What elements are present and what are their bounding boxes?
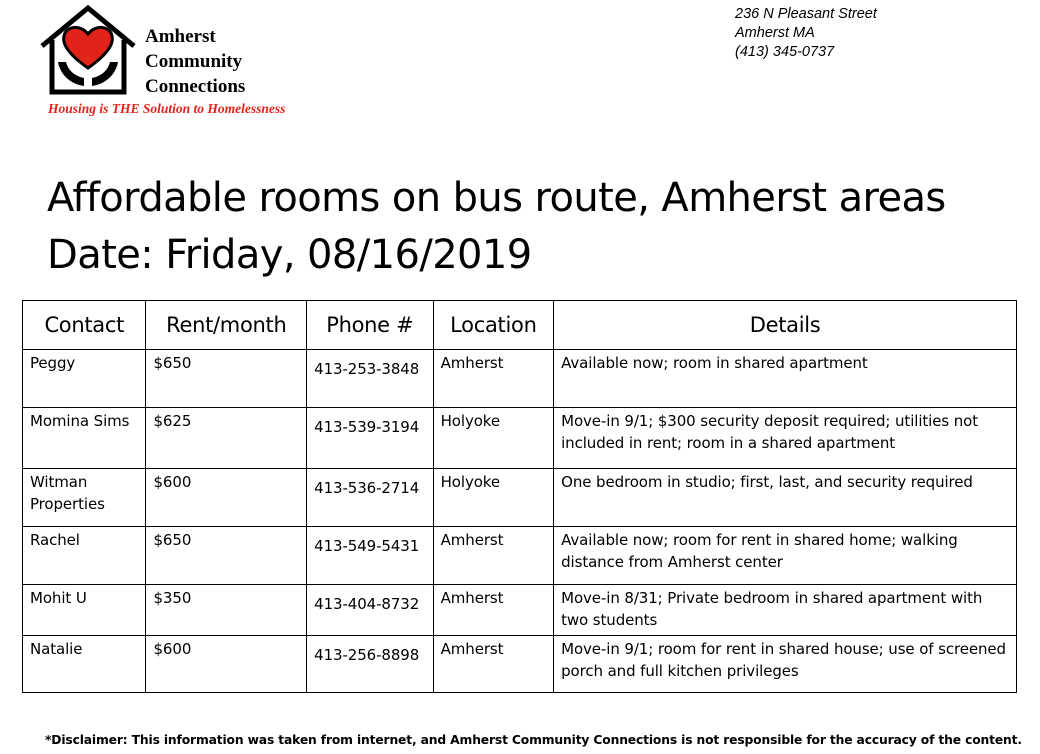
cell-location: Amherst: [433, 527, 553, 585]
cell-details: Available now; room for rent in shared home; walking distance from Amherst center: [554, 527, 1017, 585]
org-name-line: Community: [145, 51, 243, 72]
address-city: Amherst MA: [735, 25, 815, 41]
house-heart-hands-icon: [38, 4, 138, 100]
cell-rent: $600: [146, 636, 307, 693]
organization-logo: [38, 4, 318, 120]
column-header-rent: Rent/month: [146, 301, 307, 350]
cell-rent: $600: [146, 469, 307, 527]
address-street: 236 N Pleasant Street: [735, 6, 877, 22]
cell-phone: 413-256-8898: [307, 636, 434, 693]
cell-rent: $650: [146, 350, 307, 408]
column-header-details: Details: [554, 301, 1017, 350]
title-date: Date: Friday, 08/16/2019: [47, 232, 532, 278]
cell-location: Holyoke: [433, 408, 553, 469]
cell-rent: $650: [146, 527, 307, 585]
cell-location: Amherst: [433, 636, 553, 693]
cell-contact: Witman Properties: [23, 469, 146, 527]
table-header-row: [23, 301, 1017, 350]
cell-phone: 413-539-3194: [307, 408, 434, 469]
table-row: [23, 350, 1017, 408]
cell-location: Holyoke: [433, 469, 553, 527]
cell-phone: 413-404-8732: [307, 585, 434, 636]
table-row: [23, 636, 1017, 693]
table-row: [23, 408, 1017, 469]
organization-address: [735, 5, 877, 62]
organization-name: [145, 24, 245, 99]
cell-location: Amherst: [433, 350, 553, 408]
cell-details: Move-in 8/31; Private bedroom in shared apartment with two students: [554, 585, 1017, 636]
cell-contact: Peggy: [23, 350, 146, 408]
cell-contact: Natalie: [23, 636, 146, 693]
table-row: [23, 527, 1017, 585]
cell-rent: $625: [146, 408, 307, 469]
org-name-line: Amherst: [145, 26, 216, 47]
table-row: [23, 585, 1017, 636]
cell-details: Available now; room in shared apartment: [554, 350, 1017, 408]
cell-details: Move-in 9/1; $300 security deposit required; utilities not included in rent; room in a shared apartment: [554, 408, 1017, 469]
table-row: [23, 469, 1017, 527]
column-header-phone: Phone #: [307, 301, 434, 350]
listings-table: [22, 300, 1017, 693]
cell-details: One bedroom in studio; first, last, and security required: [554, 469, 1017, 527]
column-header-location: Location: [433, 301, 553, 350]
cell-phone: 413-253-3848: [307, 350, 434, 408]
organization-tagline: Housing is THE Solution to Homelessness: [48, 101, 286, 116]
cell-contact: Mohit U: [23, 585, 146, 636]
cell-phone: 413-549-5431: [307, 527, 434, 585]
cell-details: Move-in 9/1; room for rent in shared house; use of screened porch and full kitchen privileges: [554, 636, 1017, 693]
column-header-contact: Contact: [23, 301, 146, 350]
org-name-line: Connections: [145, 76, 246, 97]
cell-phone: 413-536-2714: [307, 469, 434, 527]
cell-contact: Momina Sims: [23, 408, 146, 469]
cell-rent: $350: [146, 585, 307, 636]
disclaimer-text: *Disclaimer: This information was taken from internet, and Amherst Community Connections is not responsible for the accuracy of the content.: [45, 733, 1022, 747]
address-phone: (413) 345-0737: [735, 44, 835, 60]
cell-contact: Rachel: [23, 527, 146, 585]
page-title: [47, 170, 946, 284]
title-line: Affordable rooms on bus route, Amherst areas: [47, 175, 946, 221]
cell-location: Amherst: [433, 585, 553, 636]
